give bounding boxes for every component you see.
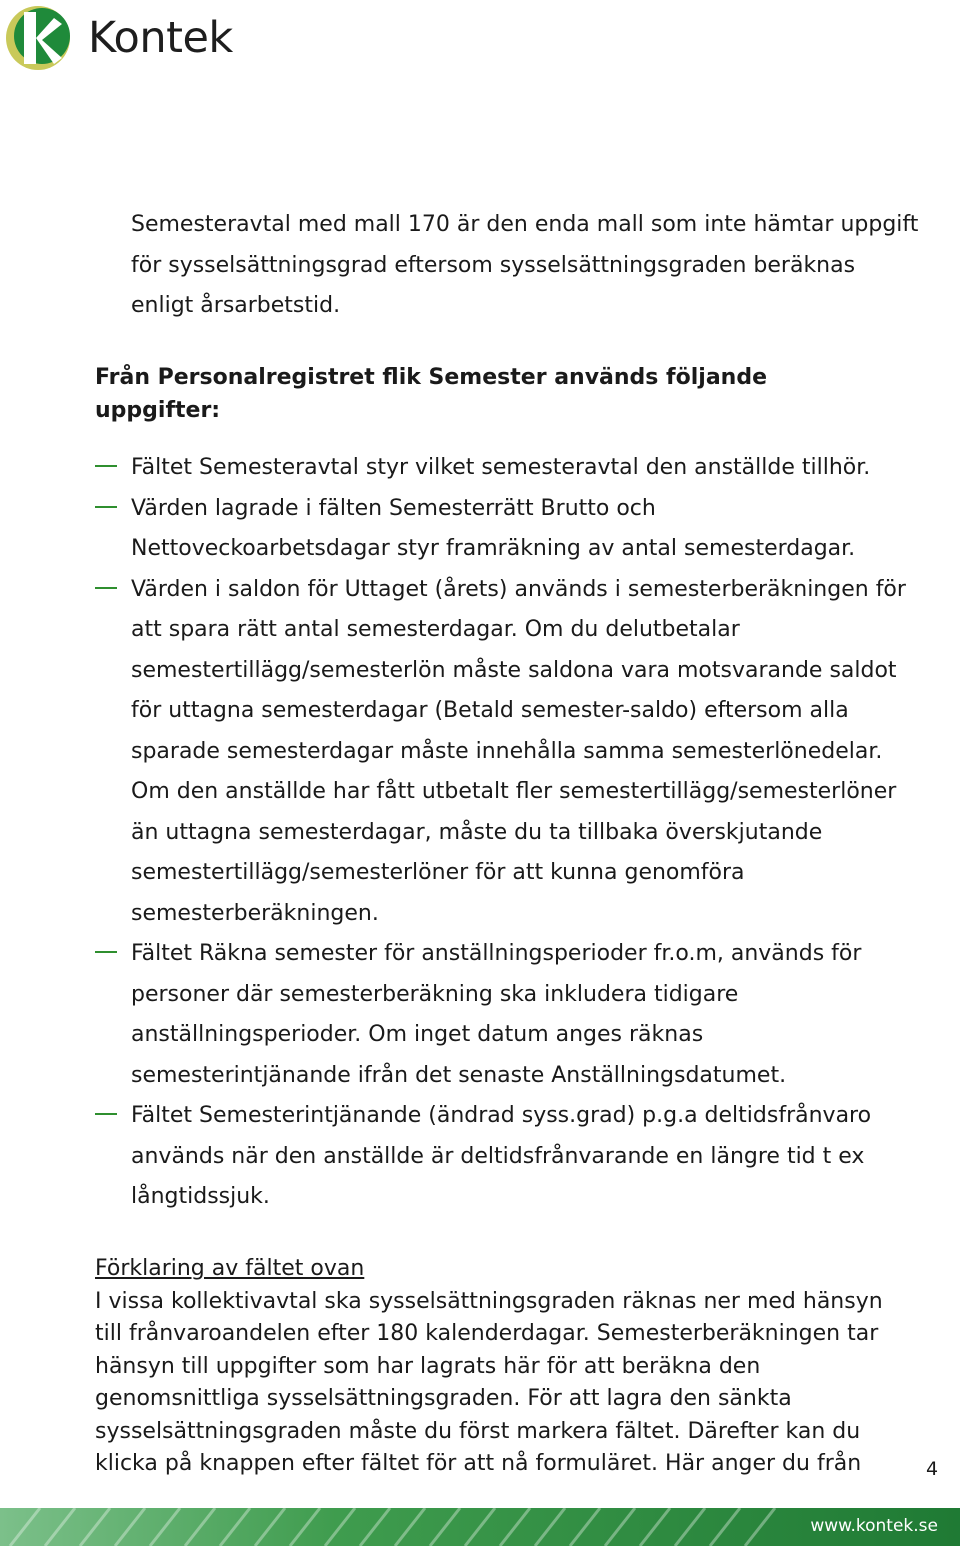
logo-wordmark: Kontek <box>88 12 233 63</box>
explanation-title: Förklaring av fältet ovan <box>95 1256 365 1281</box>
bullet-list <box>95 448 915 1218</box>
dash-bullet-icon <box>95 506 117 508</box>
list-item-text: Värden lagrade i fälten Semesterrätt Brutto och Nettoveckoarbetsdagar styr framräkning av antal semesterdagar. <box>131 495 856 561</box>
page-number: 4 <box>926 1458 939 1480</box>
footer-url[interactable]: www.kontek.se <box>810 1516 938 1536</box>
list-item <box>95 489 915 570</box>
list-item-text: Fältet Semesterintjänande (ändrad syss.grad) p.g.a deltidsfrånvaro används när den anställde är deltidsfrånvarande en längre tid t ex långtidssjuk. <box>131 1103 872 1209</box>
intro-paragraph: Semesteravtal med mall 170 är den enda mall som inte hämtar uppgift för sysselsättningsgrad eftersom sysselsättningsgraden beräknas enligt årsarbetstid. <box>131 212 919 318</box>
list-item <box>95 934 915 1096</box>
list-item <box>95 1096 915 1218</box>
kontek-logo <box>4 4 233 72</box>
dash-bullet-icon <box>95 951 117 953</box>
dash-bullet-icon <box>95 465 117 467</box>
list-item <box>95 448 915 489</box>
dash-bullet-icon <box>95 1113 117 1115</box>
list-item <box>95 570 915 935</box>
dash-bullet-icon <box>95 587 117 589</box>
explanation-section <box>95 1253 910 1481</box>
list-item-text: Fältet Räkna semester för anställningsperioder fr.o.m, används för personer där semesterberäkning ska inkludera tidigare anställningsperioder. Om inget datum anges räknas semesterintjänande ifrån det senaste Anställningsdatumet. <box>131 941 862 1088</box>
kontek-logo-icon <box>4 4 72 72</box>
list-item-text: Fältet Semesteravtal styr vilket semesteravtal den anställde tillhör. <box>131 455 871 480</box>
explanation-body: I vissa kollektivavtal ska sysselsättningsgraden räknas ner med hänsyn till frånvaroandelen efter 180 kalenderdagar. Semesterberäkningen tar hänsyn till uppgifter som har lagrats här för att beräkna den genomsnittliga sysselsättningsgraden. För att lagra den sänkta sysselsättningsgraden måste du först markera fältet. Därefter kan du klicka på knappen efter fältet för att nå formuläret. Här anger du från <box>95 1288 883 1476</box>
list-item-text: Värden i saldon för Uttaget (årets) används i semesterberäkningen för att spara rätt antal semesterdagar. Om du delutbetalar semestertillägg/semesterlön måste saldona vara motsvarande saldot för uttagna semesterdagar (Betald semester-saldo) eftersom alla sparade semesterdagar måste innehålla samma semesterlönedelar. Om den anställde har fått utbetalt fler semestertillägg/semesterlöner än uttagna semesterdagar, måste du ta tillbaka överskjutande semestertillägg/semesterlöner för att kunna genomföra semesterberäkningen. <box>131 576 906 926</box>
section-heading: Från Personalregistret flik Semester används följande uppgifter: <box>95 365 767 423</box>
